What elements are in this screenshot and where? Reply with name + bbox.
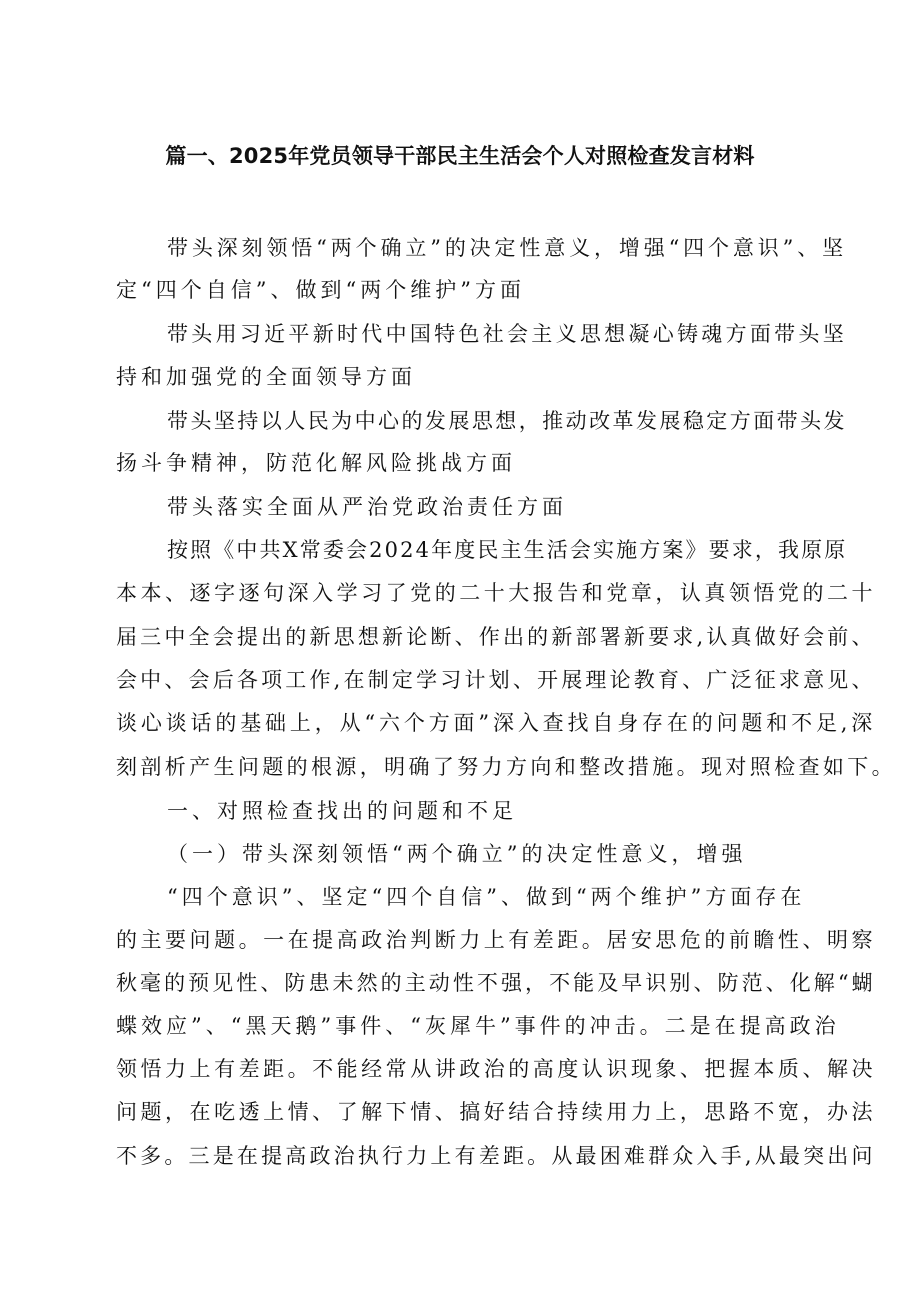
- document-title: 篇一、2025年党员领导干部民主生活会个人对照检查发言材料: [165, 144, 755, 168]
- body-line: 的主要问题。一在提高政治判断力上有差距。居安思危的前瞻性、明察: [116, 928, 876, 952]
- section-heading: 一、对照检查找出的问题和不足: [167, 799, 517, 823]
- body-line: “四个意识”、坚定“四个自信”、做到“两个维护”方面存在: [167, 885, 806, 909]
- body-line: 届三中全会提出的新思想新论断、作出的新部署新要求,认真做好会前、: [116, 625, 876, 649]
- body-line: 问题，在吃透上情、了解下情、搞好结合持续用力上，思路不宽，办法: [116, 1100, 876, 1124]
- body-line: 不多。三是在提高政治执行力上有差距。从最困难群众入手,从最突出问: [116, 1144, 876, 1168]
- body-line: 按照《中共X常委会2024年度民主生活会实施方案》要求，我原原: [167, 538, 848, 562]
- body-line: 持和加强党的全面领导方面: [116, 365, 416, 389]
- body-line: 带头坚持以人民为中心的发展思想，推动改革发展稳定方面带头发: [167, 409, 847, 433]
- body-line: 蝶效应”、“黑天鹅”事件、“灰犀牛”事件的冲击。二是在提高政治: [116, 1014, 840, 1038]
- body-line: （一）带头深刻领悟“两个确立”的决定性意义，增强: [167, 842, 747, 866]
- body-line: 带头落实全面从严治党政治责任方面: [167, 495, 567, 519]
- body-line: 会中、会后各项工作,在制定学习计划、开展理论教育、广泛征求意见、: [116, 668, 876, 692]
- body-line: 带头深刻领悟“两个确立”的决定性意义，增强“四个意识”、坚: [167, 236, 847, 260]
- body-line: 本本、逐字逐句深入学习了党的二十大报告和党章，认真领悟党的二十: [116, 581, 876, 605]
- body-line: 定“四个自信”、做到“两个维护”方面: [116, 278, 525, 302]
- body-line: 带头用习近平新时代中国特色社会主义思想凝心铸魂方面带头坚: [167, 322, 847, 346]
- body-line: 领悟力上有差距。不能经常从讲政治的高度认识现象、把握本质、解决: [116, 1057, 876, 1081]
- body-line: 扬斗争精神，防范化解风险挑战方面: [116, 451, 516, 475]
- body-line: 谈心谈话的基础上，从“六个方面”深入查找自身存在的问题和不足,深: [116, 711, 877, 735]
- body-line: 刻剖析产生问题的根源，明确了努力方向和整改措施。现对照检查如下。: [116, 755, 896, 779]
- body-line: 秋毫的预见性、防患未然的主动性不强，不能及早识别、防范、化解“蝴: [116, 971, 876, 995]
